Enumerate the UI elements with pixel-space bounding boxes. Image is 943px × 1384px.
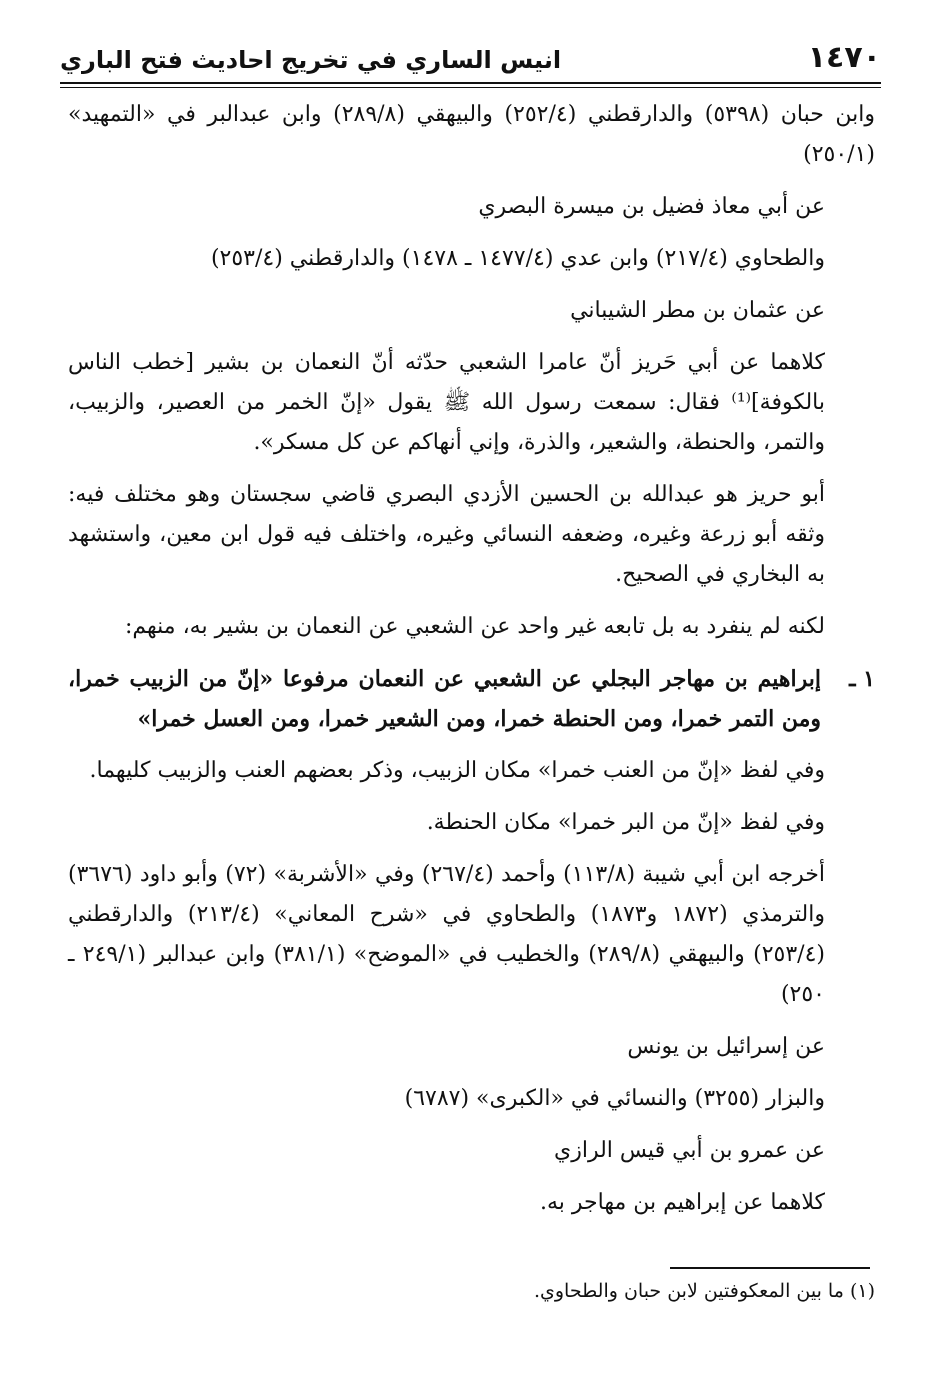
paragraph: لكنه لم ينفرد به بل تابعه غير واحد عن الشعبي عن النعمان بن بشير به، منهم: <box>124 614 825 639</box>
running-title: انيس الساري في تخريج احاديث فتح الباري <box>60 46 562 74</box>
list-item <box>68 659 875 739</box>
paragraph: وفي لفظ «إنّ من البر خمرا» مكان الحنطة. <box>426 810 825 835</box>
item-number: ١ ـ <box>849 666 875 692</box>
footnote: (١) ما بين المعكوفتين لابن حبان والطحاوي. <box>533 1280 875 1302</box>
header-rule <box>60 82 881 84</box>
page-body <box>68 95 875 1235</box>
page-header <box>60 38 881 82</box>
paragraph: أبو حريز هو عبدالله بن الحسين الأزدي البصري قاضي سجستان وهو مختلف فيه: وثقه أبو زرعة وغيره، وضعفه النسائي وغيره، واختلف فيه قول ابن معين، واستشهد به البخاري في الصحيح. <box>68 482 825 587</box>
paragraph: كلاهما عن إبراهيم بن مهاجر به. <box>540 1190 825 1215</box>
paragraph: عن عمرو بن أبي قيس الرازي <box>553 1138 825 1163</box>
paragraph: وفي لفظ «إنّ من العنب خمرا» مكان الزبيب، وذكر بعضهم العنب والزبيب كليهما. <box>89 758 825 783</box>
page-number: ١٤٧٠ <box>807 40 881 75</box>
paragraph: أخرجه ابن أبي شيبة (١١٣/٨) وأحمد (٢٦٧/٤) وفي «الأشربة» (٧٢) وأبو داود (٣٦٧٦) والترمذي (١٨٧٢ و١٨٧٣) والطحاوي في «شرح المعاني» (٢١٣/٤) والدارقطني (٢٥٣/٤) والبيهقي (٢٨٩/٨) والخطيب في «الموضح» (٣٨١/١) وابن عبدالبر (٢٤٩/١ ـ ٢٥٠) <box>68 862 825 1007</box>
header-rule-thin <box>60 87 881 88</box>
paragraph: كلاهما عن أبي حَريز أنّ عامرا الشعبي حدّثه أنّ النعمان بن بشير [خطب الناس بالكوفة]⁽¹⁾ فقال: سمعت رسول الله ﷺ يقول «إنّ الخمر من العصير، والزبيب، والتمر، والحنطة، والشعير، والذرة، وإني أنهاكم عن كل مسكر». <box>68 350 825 455</box>
paragraph: عن عثمان بن مطر الشيباني <box>570 298 825 323</box>
footnote-rule <box>670 1267 870 1269</box>
item-text: إبراهيم بن مهاجر البجلي عن الشعبي عن النعمان مرفوعا «إنّ من الزبيب خمرا، ومن التمر خمرا، ومن الحنطة خمرا، ومن الشعير خمرا، ومن العسل خمرا» <box>68 666 821 732</box>
paragraph: عن أبي معاذ فضيل بن ميسرة البصري <box>478 194 825 219</box>
paragraph: والبزار (٣٢٥٥) والنسائي في «الكبرى» (٦٧٨٧) <box>404 1086 825 1111</box>
paragraph: عن إسرائيل بن يونس <box>627 1034 825 1059</box>
paragraph: والطحاوي (٢١٧/٤) وابن عدي (١٤٧٧/٤ ـ ١٤٧٨) والدارقطني (٢٥٣/٤) <box>210 246 825 271</box>
paragraph: وابن حبان (٥٣٩٨) والدارقطني (٢٥٢/٤) والبيهقي (٢٨٩/٨) وابن عبدالبر في «التمهيد» (٢٥٠/١) <box>68 102 876 167</box>
